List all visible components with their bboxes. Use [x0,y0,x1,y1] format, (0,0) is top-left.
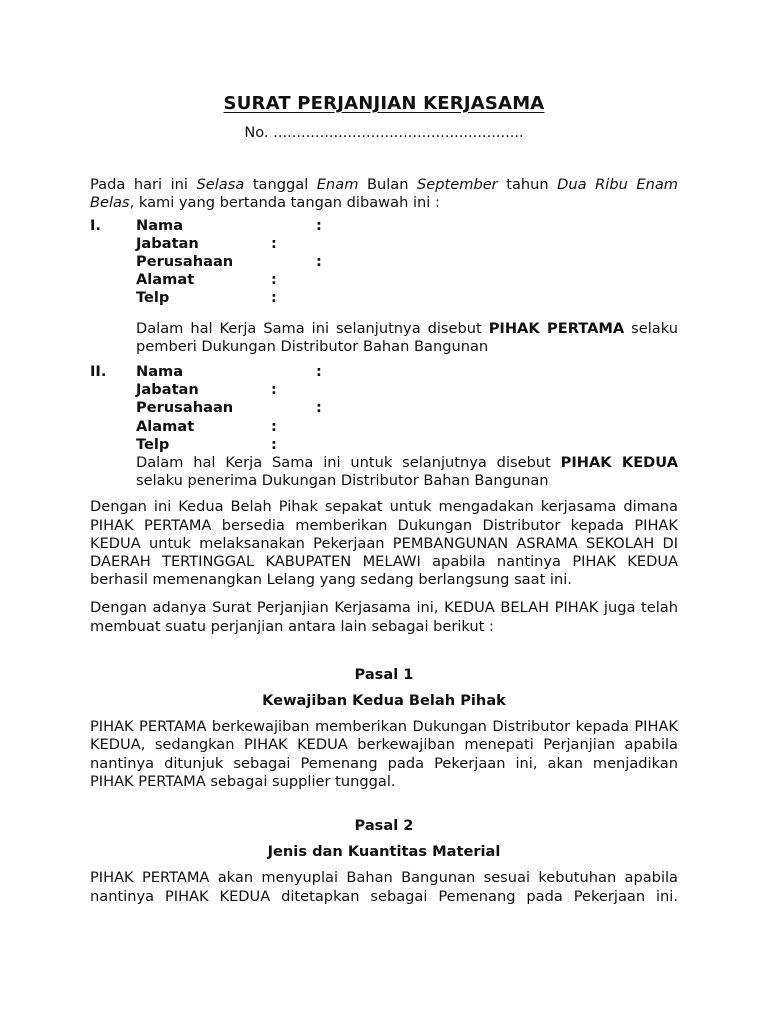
field-label: Jabatan [136,381,199,399]
pasal-subtitle: Jenis dan Kuantitas Material [267,843,501,861]
field-colon: : [271,435,277,453]
party-description [136,454,678,490]
intro-paragraph [90,176,678,212]
party-numeral: I. [90,216,101,234]
party-numeral: II. [90,362,107,380]
intro-text: tanggal [244,176,317,194]
party-desc-text: Dalam hal Kerja Sama ini untuk selanjutnya disebut [136,453,561,471]
field-colon: : [271,417,277,435]
field-colon: : [271,234,277,252]
agreement-paragraph: Dengan adanya Surat Perjanjian Kerjasama ini, KEDUA BELAH PIHAK juga telah membuat suatu perjanjian antara lain sebagai berikut : [90,599,678,635]
party-fields [136,217,678,308]
field-colon: : [316,362,322,380]
pasal-body: PIHAK PERTAMA akan menyuplai Bahan Bangunan sesuai kebutuhan apabila nantinya PIHAK KEDUA ditetapkan sebagai Pemenang pada Pekerjaan ini. [90,869,678,905]
field-label: Telp [136,435,170,453]
field-colon: : [316,216,322,234]
field-colon: : [271,381,277,399]
intro-text: , kami yang bertanda tangan dibawah ini : [129,194,440,212]
field-colon: : [316,252,322,270]
party-description [136,320,678,356]
field-label: Alamat [136,417,195,435]
pasal-subtitle: Kewajiban Kedua Belah Pihak [262,691,506,709]
field-jabatan [136,235,678,253]
field-label: Jabatan [136,234,199,252]
pasal-title: Pasal 2 [354,816,414,834]
field-telp [136,289,678,307]
document-title: SURAT PERJANJIAN KERJASAMA [223,93,545,114]
intro-day: Selasa [196,176,245,194]
field-label: Perusahaan [136,399,234,417]
party-desc-text: selaku penerima Dukungan Distributor Bahan Bangunan [136,472,549,490]
field-colon: : [316,399,322,417]
party-role: PIHAK PERTAMA [488,319,625,337]
field-alamat [136,271,678,289]
field-label: Alamat [136,271,195,289]
field-perusahaan [136,399,678,417]
field-nama [136,217,678,235]
document-number: No. ...................................................... [244,124,524,141]
party-role: PIHAK KEDUA [560,453,678,471]
party-fields [136,363,678,454]
intro-year: Dua Ribu Enam Belas [90,176,678,212]
agreement-paragraph: Dengan ini Kedua Belah Pihak sepakat untuk mengadakan kerjasama dimana PIHAK PERTAMA bersedia memberikan Dukungan Distributor kepada PIHAK KEDUA untuk melaksanakan Pekerjaan PEMBANGUNAN ASRAMA SEKOLAH DI DAERAH TERTINGGAL KABUPATEN MELAWI apabila nantinya PIHAK KEDUA berhasil memenangkan Lelang yang sedang berlangsung saat ini. [90,498,678,589]
field-perusahaan [136,253,678,271]
party-desc-text: Dalam hal Kerja Sama ini selanjutnya disebut [136,319,489,337]
field-colon: : [271,289,277,307]
field-jabatan [136,381,678,399]
field-label: Nama [136,216,184,234]
party-second [90,363,678,490]
intro-date: Enam [316,176,359,194]
field-alamat [136,418,678,436]
party-desc-text: selaku pemberi Dukungan Distributor Bahan Bangunan [136,319,679,355]
field-nama [136,363,678,381]
field-colon: : [271,271,277,289]
intro-text: Pada hari ini [90,176,197,194]
document-page [90,92,678,906]
field-label: Perusahaan [136,252,234,270]
intro-month: September [417,176,498,194]
pasal-title: Pasal 1 [354,665,414,683]
intro-text: Bulan [358,176,418,194]
field-telp [136,436,678,454]
pasal-body: PIHAK PERTAMA berkewajiban memberikan Dukungan Distributor kepada PIHAK KEDUA, sedangkan PIHAK KEDUA berkewajiban menepati Perjanjian apabila nantinya ditunjuk sebagai Pemenang pada Pekerjaan ini, akan menjadikan PIHAK PERTAMA sebagai supplier tunggal. [90,718,678,790]
party-first [90,217,678,356]
intro-text: tahun [497,176,558,194]
field-label: Nama [136,362,184,380]
field-label: Telp [136,289,170,307]
